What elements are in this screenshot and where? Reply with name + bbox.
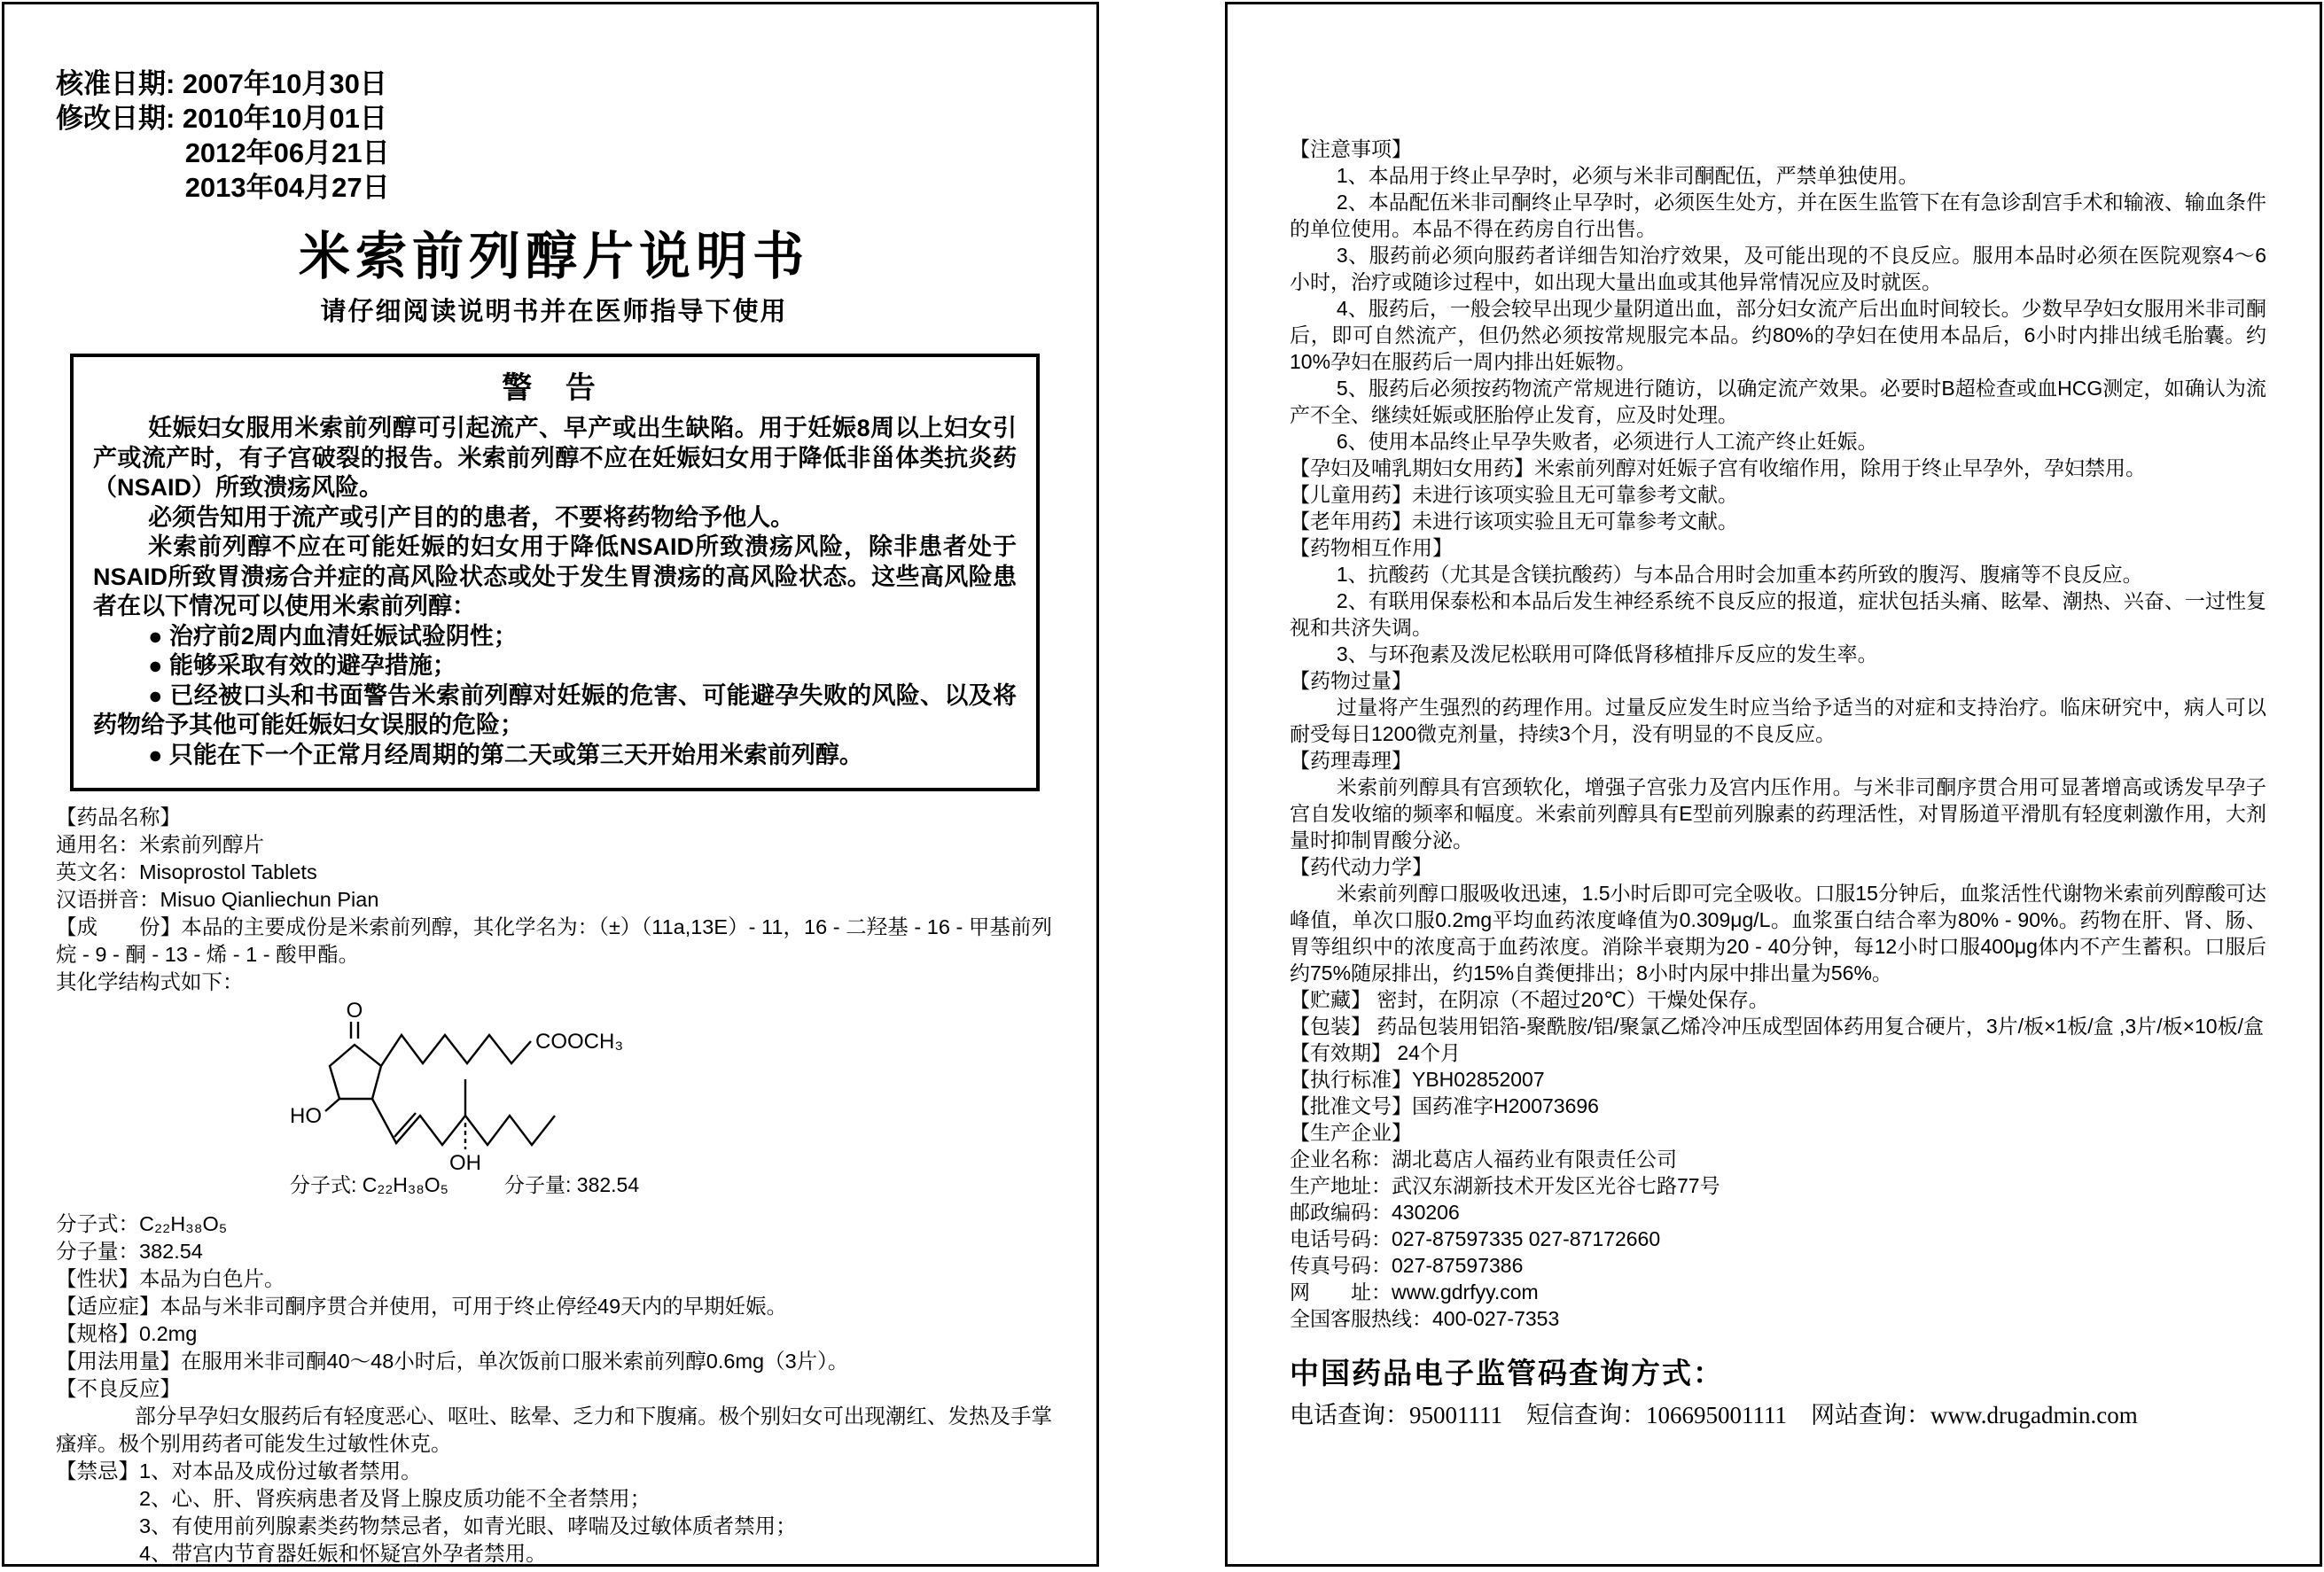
text-line: 【适应症】本品与米非司酮序贯合并使用，可用于终止停经49天内的早期妊娠。: [56, 1295, 788, 1318]
drug-name-section: [56, 804, 1052, 996]
text-line: 分子量：382.54: [56, 1240, 203, 1263]
text-line: 生产地址：武汉东湖新技术开发区光谷七路77号: [1290, 1174, 1720, 1197]
warning-line: ● 已经被口头和书面警告米索前列醇对妊娠的危害、可能避孕失败的风险、以及将药物给予其他可能妊娠妇女误服的危险；: [93, 681, 1017, 738]
text-line: 【药物相互作用】: [1290, 536, 1453, 559]
text-line: 4、服药后，一般会较早出现少量阴道出血，部分妇女流产后出血时间较长。少数早孕妇女服用米非司酮后，即可自然流产，但仍然必须按常规服完本品。约80%的孕妇在使用本品后，6小时内排出绒毛胎囊。约10%孕妇在服药后一周内排出妊娠物。: [1290, 297, 2266, 373]
text-line: 【执行标准】YBH02852007: [1290, 1068, 1545, 1091]
warning-line: 必须告知用于流产或引产目的的患者，不要将药物给予他人。: [148, 503, 795, 531]
text-line: 2、本品配伍米非司酮终止早孕时，必须医生处方，并在医生监管下在有急诊刮宫手术和输液、输血条件的单位使用。本品不得在药房自行出售。: [1290, 191, 2266, 240]
text-line: 企业名称：湖北葛店人福药业有限责任公司: [1290, 1148, 1677, 1171]
text-line: 分子式：C₂₂H₃₈O₅: [56, 1212, 228, 1235]
text-line: 【批准文号】国药准字H20073696: [1290, 1094, 1599, 1117]
text-line: 【包装】 药品包装用铝箔-聚酰胺/铝/聚氯乙烯冷冲压成型固体药用复合硬片，3片/板×1板/盒 ,3片/板×10板/盒: [1290, 1015, 2264, 1038]
text-line: 2、有联用保泰松和本品后发生神经系统不良反应的报道，症状包括头痛、眩晕、潮热、兴奋、一过性复视和共济失调。: [1290, 589, 2266, 639]
text-line: 1、抗酸药（尤其是含镁抗酸药）与本品合用时会加重本药所致的腹泻、腹痛等不良反应。: [1336, 563, 2143, 586]
ho-bond: [325, 1099, 339, 1111]
text-line: 通用名：米索前列醇片: [56, 833, 264, 856]
text-line: 3、与环孢素及泼尼松联用可降低肾移植排斥反应的发生率。: [1336, 642, 1878, 665]
text-line: 3、服药前必须向服药者详细告知治疗效果，及可能出现的不良反应。服用本品时必须在医院观察4～6小时，治疗或随诊过程中，如出现大量出血或其他异常情况应及时就医。: [1290, 244, 2266, 293]
warning-line: 米索前列醇不应在可能妊娠的妇女用于降低NSAID所致溃疡风险，除非患者处于NSAID所致胃溃疡合并症的高风险状态或处于发生胃溃疡的高风险状态。这些高风险患者在以下情况可以使用米索前列醇：: [93, 533, 1017, 619]
warning-line: ● 能够采取有效的避孕措施；: [148, 652, 456, 679]
upper-chain: [381, 1035, 531, 1066]
text-line: 【孕妇及哺乳期妇女用药】米索前列醇对妊娠子宫有收缩作用，除用于终止早孕外，孕妇禁用。: [1290, 456, 2146, 479]
leaflet-subtitle: 请仔细阅读说明书并在医师指导下使用: [320, 298, 788, 326]
ecode-query-info: 电话查询：95001111 短信查询：106695001111 网站查询：www.drugadmin.com: [1290, 1402, 2138, 1428]
text-line: 6、使用本品终止早孕失败者，必须进行人工流产终止妊娠。: [1336, 430, 1878, 453]
warning-body: [93, 414, 1017, 770]
warning-box: [70, 354, 1040, 791]
warning-line: 妊娠妇女服用米索前列醇可引起流产、早产或出生缺陷。用于妊娠8周以上妇女引产或流产时，有子宫破裂的报告。米索前列醇不应在妊娠妇女用于降低非甾体类抗炎药（NSAID）所致溃疡风险。: [93, 415, 1017, 501]
text-line: 米索前列醇具有宫颈软化，增强子宫张力及宫内压作用。与米非司酮序贯合用可显著增高或诱发早孕子宫自发收缩的频率和幅度。米索前列醇具有E型前列腺素的药理活性，对胃肠道平滑肌有轻度刺激作用，大剂量时抑制胃酸分泌。: [1290, 775, 2266, 852]
text-line: 【药代动力学】: [1290, 855, 1432, 878]
text-line: 4、带宫内节育器妊娠和怀疑宫外孕者禁用。: [139, 1542, 547, 1565]
text-line: 全国客服热线：400-027-7353: [1290, 1307, 1560, 1330]
text-line: 其化学结构式如下：: [56, 970, 244, 993]
text-line: 部分早孕妇女服药后有轻度恶心、呕吐、眩晕、乏力和下腹痛。极个别妇女可出现潮红、发热及手掌瘙痒。极个别用药者可能发生过敏性休克。: [56, 1405, 1052, 1455]
text-line: 【贮藏】 密封，在阴凉（不超过20℃）干燥处保存。: [1290, 988, 1769, 1011]
date-line: 2012年06月21日: [184, 137, 390, 168]
warning-line: ● 只能在下一个正常月经周期的第二天或第三天开始用米索前列醇。: [148, 741, 863, 768]
text-line: 网 址：www.gdrfyy.com: [1290, 1280, 1539, 1304]
text-line: 2、心、肝、肾疾病患者及肾上腺皮质功能不全者禁用；: [139, 1487, 651, 1510]
text-line: 汉语拼音：Misuo Qianliechun Pian: [56, 888, 379, 911]
regulatory-footer: [1290, 1355, 2266, 1433]
text-line: 邮政编码：430206: [1290, 1201, 1460, 1224]
formula-caption: 分子式: C₂₂H₃₈O₅: [290, 1173, 448, 1196]
text-line: 【禁忌】1、对本品及成份过敏者禁用。: [56, 1459, 422, 1483]
chemical-structure: [276, 1001, 701, 1198]
ecode-query-title: 中国药品电子监管码查询方式：: [1290, 1358, 1724, 1390]
text-line: 【生产企业】: [1290, 1121, 1412, 1144]
text-line: 【用法用量】在服用米非司酮40～48小时后，单次饭前口服米索前列醇0.6mg（3片）。: [56, 1350, 849, 1373]
ketone-o-label: O: [346, 1001, 363, 1023]
left-sections: [56, 1210, 1052, 1567]
right-sections: [1290, 136, 2266, 1332]
dates-block: [56, 66, 1052, 205]
text-line: 【成 份】本品的主要成份是米索前列醇，其化学名为：（±）（11a,13E）- 11，16 - 二羟基 - 16 - 甲基前列烷 - 9 - 酮 - 13 - 烯 - 1 - 酸甲酯。: [56, 915, 1052, 966]
warning-line: ● 治疗前2周内血清妊娠试验阴性；: [148, 622, 518, 650]
text-line: 【药理毒理】: [1290, 749, 1412, 772]
lower-chain: [372, 1099, 555, 1145]
text-line: 【规格】0.2mg: [56, 1322, 198, 1345]
text-line: 【老年用药】未进行该项实验且无可靠参考文献。: [1290, 510, 1738, 533]
text-line: 传真号码：027-87597386: [1290, 1254, 1524, 1277]
chemical-structure-figure: [276, 1001, 701, 1198]
text-line: 【不良反应】: [56, 1377, 181, 1400]
text-line: 【药品名称】: [56, 805, 181, 829]
leaflet-title: 米索前列醇片说明书: [298, 228, 809, 285]
text-line: 【性状】本品为白色片。: [56, 1267, 285, 1290]
warning-title: 警 告: [502, 371, 608, 405]
text-line: 1、本品用于终止早孕时，必须与米非司酮配伍，严禁单独使用。: [1336, 164, 1919, 187]
text-line: 【注意事项】: [1290, 137, 1412, 160]
text-line: 【儿童用药】未进行该项实验且无可靠参考文献。: [1290, 483, 1738, 506]
weight-caption: 分子量: 382.54: [504, 1173, 640, 1196]
text-line: 3、有使用前列腺素类药物禁忌者，如青光眼、哮喘及过敏体质者禁用；: [139, 1514, 797, 1537]
ho-label: HO: [290, 1104, 322, 1128]
text-line: 【药物过量】: [1290, 669, 1412, 692]
ester-label: COOCH₃: [535, 1030, 624, 1054]
text-line: 过量将产生强烈的药理作用。过量反应发生时应当给予适当的对症和支持治疗。临床研究中，病人可以耐受每日1200微克剂量，持续3个月，没有明显的不良反应。: [1290, 696, 2266, 745]
page-left: [2, 2, 1099, 1567]
page-right: [1225, 2, 2322, 1567]
text-line: 5、服药后必须按药物流产常规进行随访，以确定流产效果。必要时B超检查或血HCG测定，如确认为流产不全、继续妊娠或胚胎停止发育，应及时处理。: [1290, 377, 2266, 426]
text-line: 米索前列醇口服吸收迅速，1.5小时后即可完全吸收。口服15分钟后，血浆活性代谢物米索前列醇酸可达峰值，单次口服0.2mg平均血药浓度峰值为0.309μg/L。血浆蛋白结合率为80% - 90%。药物在肝、肾、肠、胃等组织中的浓度高于血药浓度。消除半衰期为20 - 40分钟，每12小时口服400μg体内不产生蓄积。口服后约75%随尿排出，约15%自粪便排出；8小时内尿中排出量为56%。: [1290, 882, 2266, 984]
bond-lines: [325, 1022, 555, 1149]
text-line: 英文名：Misoprostol Tablets: [56, 860, 317, 883]
text-line: 【有效期】 24个月: [1290, 1041, 1461, 1064]
date-line: 2013年04月27日: [184, 172, 390, 203]
cyclopentanone-ring: [330, 1045, 381, 1099]
date-line: 修改日期: 2010年10月01日: [56, 103, 387, 134]
text-line: 电话号码：027-87597335 027-87172660: [1290, 1227, 1661, 1250]
date-line: 核准日期: 2007年10月30日: [56, 68, 387, 99]
oh-label: OH: [449, 1151, 481, 1175]
